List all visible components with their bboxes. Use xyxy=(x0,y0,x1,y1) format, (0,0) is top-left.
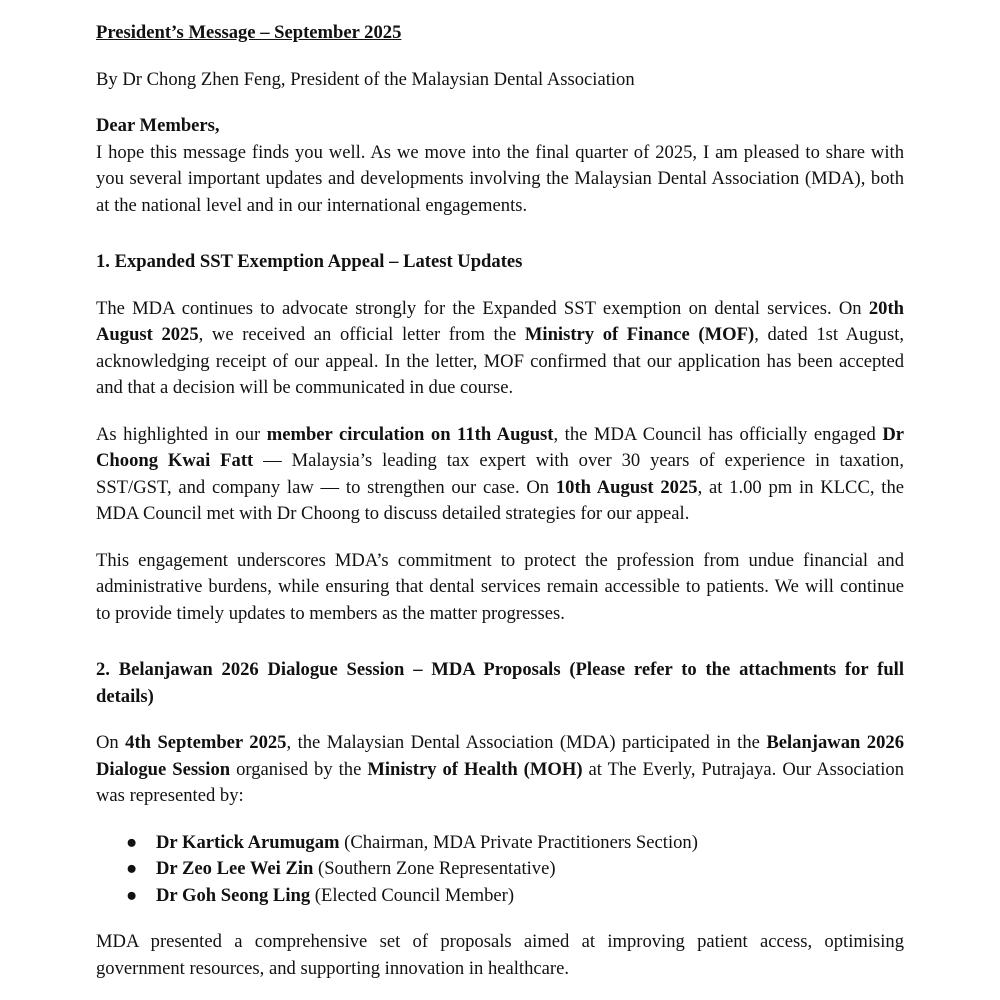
section-1-paragraph-2 xyxy=(96,422,904,528)
date-highlight: 20th August 2025 xyxy=(96,297,904,345)
circulation-highlight: member circulation on 11th August xyxy=(266,423,554,445)
representative-name: Dr Goh Seong Ling xyxy=(156,884,311,906)
event-highlight: Belanjawan 2026 Dialogue Session xyxy=(96,732,904,780)
list-item xyxy=(126,830,904,857)
ministry-highlight: Ministry of Health (MOH) xyxy=(367,758,583,780)
bullet-icon: ● xyxy=(126,858,138,879)
document-title: President’s Message – September 2025 xyxy=(96,22,402,43)
date-highlight: 10th August 2025 xyxy=(555,476,698,498)
bullet-icon: ● xyxy=(126,831,138,853)
section-1-heading: 1. Expanded SST Exemption Appeal – Latest Updates xyxy=(96,251,523,272)
text: As highlighted in our xyxy=(96,423,267,445)
text: , the Malaysian Dental Association (MDA) participated in the xyxy=(286,732,767,753)
section-2-heading: 2. Belanjawan 2026 Dialogue Session – MDA Proposals (Please refer to the attachments for full details) xyxy=(96,659,904,707)
representatives-list xyxy=(96,830,904,910)
text: at The Everly, Putrajaya. Our Association was represented by: xyxy=(96,758,904,806)
text: , the MDA Council has officially engaged xyxy=(553,423,883,445)
expert-name: Dr Choong Kwai Fatt xyxy=(96,423,904,471)
text: organised by the xyxy=(230,758,368,780)
representative-name: Dr Kartick Arumugam xyxy=(156,831,340,853)
section-2-paragraph-2: MDA presented a comprehensive set of proposals aimed at improving patient access, optimising government resources, and supporting innovation in healthcare. xyxy=(96,931,904,979)
text: On xyxy=(96,732,126,753)
greeting: Dear Members, xyxy=(96,115,220,136)
text: , dated 1st August, acknowledging receipt of our appeal. In the letter, MOF confirmed that our application has been accepted and that a decision will be communicated in due course. xyxy=(96,324,905,398)
representative-role: (Southern Zone Representative) xyxy=(313,858,556,879)
intro-paragraph: I hope this message finds you well. As we move into the final quarter of 2025, I am pleased to share with you several important updates and developments involving the Malaysian Dental Association (MDA), both at the national level and in our international engagements. xyxy=(96,141,904,216)
document-page xyxy=(96,20,904,982)
representative-role: (Elected Council Member) xyxy=(310,884,515,906)
text: The MDA continues to advocate strongly for the Expanded SST exemption on dental services. On xyxy=(96,297,869,319)
list-item xyxy=(126,856,904,883)
byline: By Dr Chong Zhen Feng, President of the Malaysian Dental Association xyxy=(96,68,635,90)
list-item xyxy=(126,883,904,910)
section-1-paragraph-1 xyxy=(96,296,904,402)
text: , at 1.00 pm in KLCC, the MDA Council met with Dr Choong to discuss detailed strategies for our appeal. xyxy=(96,476,904,524)
text: — Malaysia’s leading tax expert with over 30 years of experience in taxation, SST/GST, and company law — to strengthen our case. On xyxy=(96,450,904,498)
section-2-paragraph-1 xyxy=(96,730,904,810)
representative-role: (Chairman, MDA Private Practitioners Section) xyxy=(339,831,698,853)
text: , we received an official letter from the xyxy=(198,324,525,345)
bullet-icon: ● xyxy=(126,884,138,906)
section-1-paragraph-3: This engagement underscores MDA’s commitment to protect the profession from undue financial and administrative burdens, while ensuring that dental services remain accessible to patients. We will continue to provide timely updates to members as the matter progresses. xyxy=(96,549,904,624)
ministry-highlight: Ministry of Finance (MOF) xyxy=(524,324,755,345)
date-highlight: 4th September 2025 xyxy=(125,732,287,753)
representative-name: Dr Zeo Lee Wei Zin xyxy=(156,858,314,879)
